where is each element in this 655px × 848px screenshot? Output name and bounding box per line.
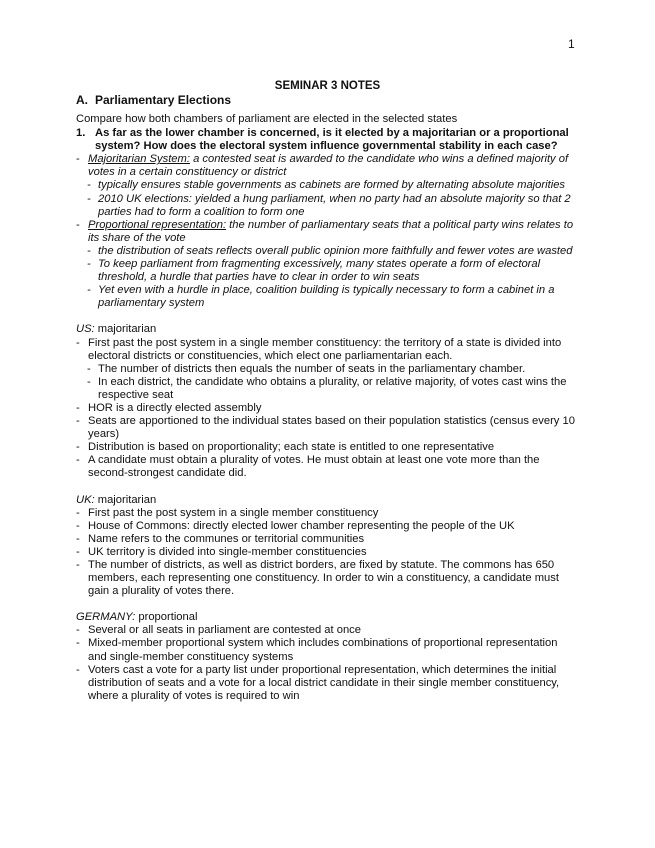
sub-item-text: the distribution of seats reflects overall public opinion more faithfully and fewer votes are wasted bbox=[98, 244, 573, 257]
item-text: First past the post system in a single member constituency: the territory of a state is divided into electoral districts or constituencies, which elect one parliamentarian each. bbox=[88, 336, 562, 362]
list-item bbox=[76, 337, 579, 363]
dash-bullet: - bbox=[76, 401, 80, 414]
dash-bullet: - bbox=[76, 532, 80, 545]
list-item bbox=[76, 454, 579, 480]
item-text: A candidate must obtain a plurality of votes. He must obtain at least one vote more than the second-strongest candidate did. bbox=[88, 454, 540, 480]
list-item bbox=[76, 415, 579, 441]
sub-item-text: Yet even with a hurdle in place, coalition building is typically necessary to form a cabinet in a parliamentary system bbox=[98, 284, 555, 310]
list-item bbox=[76, 441, 579, 454]
item-text: First past the post system in a single member constituency bbox=[88, 506, 379, 519]
definition-text: a contested seat is awarded to the candidate who wins a defined majority of votes in a certain constituency or district bbox=[88, 153, 569, 179]
sub-list-item bbox=[87, 363, 579, 376]
definition-term: Majoritarian System: bbox=[88, 153, 190, 166]
country-name: GERMANY: bbox=[76, 611, 136, 624]
dash-bullet: - bbox=[76, 336, 80, 349]
list-item bbox=[76, 533, 579, 546]
page-number: 1 bbox=[568, 37, 575, 51]
list-item bbox=[76, 507, 579, 520]
item-text: The number of districts, as well as district borders, are fixed by statute. The commons has 650 members, each representing one constituency. In order to win a constituency, a candidate must gain a plurality of votes there. bbox=[88, 559, 559, 598]
dash-bullet: - bbox=[87, 375, 91, 388]
dash-bullet: - bbox=[76, 624, 80, 637]
dash-bullet: - bbox=[76, 506, 80, 519]
section-title: Parliamentary Elections bbox=[95, 93, 232, 107]
sub-list-item bbox=[87, 245, 579, 258]
item-text: Seats are apportioned to the individual states based on their population statistics (census every 10 years) bbox=[88, 415, 575, 441]
sub-list-item bbox=[87, 376, 579, 402]
list-item bbox=[76, 219, 579, 245]
list-item bbox=[76, 402, 579, 415]
dash-bullet: - bbox=[76, 218, 80, 231]
sub-item-text: In each district, the candidate who obtains a plurality, or relative majority, of votes cast wins the respective seat bbox=[98, 375, 567, 401]
dash-bullet: - bbox=[76, 637, 80, 650]
country-heading bbox=[76, 323, 579, 336]
list-item bbox=[76, 624, 579, 637]
dash-bullet: - bbox=[76, 153, 80, 166]
country-name: US: bbox=[76, 323, 95, 336]
intro-text: Compare how both chambers of parliament are elected in the selected states bbox=[76, 113, 458, 125]
dash-bullet: - bbox=[87, 244, 91, 257]
dash-bullet: - bbox=[87, 179, 91, 192]
dash-bullet: - bbox=[87, 362, 91, 375]
question bbox=[76, 127, 579, 153]
country-heading bbox=[76, 494, 579, 507]
question-text: As far as the lower chamber is concerned, is it elected by a majoritarian or a proportional system? How does the electoral system influence governmental stability in each case? bbox=[95, 127, 569, 153]
dash-bullet: - bbox=[76, 545, 80, 558]
dash-bullet: - bbox=[87, 258, 91, 271]
list-item bbox=[76, 559, 579, 598]
dash-bullet: - bbox=[87, 192, 91, 205]
question-number: 1. bbox=[76, 127, 86, 140]
dash-bullet: - bbox=[76, 559, 80, 571]
definition-text: the number of parliamentary seats that a political party wins relates to its share of the vote bbox=[88, 218, 574, 244]
sub-list-item bbox=[87, 193, 579, 219]
sub-list-item bbox=[87, 179, 579, 192]
document-title: SEMINAR 3 NOTES bbox=[274, 80, 381, 92]
sub-list-item bbox=[87, 258, 579, 284]
item-text: House of Commons: directly elected lower chamber representing the people of the UK bbox=[88, 519, 515, 532]
item-text: HOR is a directly elected assembly bbox=[88, 401, 262, 414]
sub-item-text: typically ensures stable governments as cabinets are formed by alternating absolute majorities bbox=[98, 179, 566, 192]
item-text: Mixed-member proportional system which includes combinations of proportional representation and single-member constituency systems bbox=[88, 637, 558, 663]
item-text: Distribution is based on proportionality; each state is entitled to one representative bbox=[88, 441, 495, 454]
country-system: majoritarian bbox=[94, 323, 157, 336]
dash-bullet: - bbox=[76, 415, 80, 428]
item-text: UK territory is divided into single-member constituencies bbox=[88, 545, 367, 558]
item-text: Several or all seats in parliament are contested at once bbox=[88, 624, 362, 637]
list-item bbox=[76, 664, 579, 703]
section-letter: A. bbox=[76, 93, 88, 107]
item-text: Name refers to the communes or territorial communities bbox=[88, 532, 365, 545]
definition-term: Proportional representation: bbox=[88, 218, 227, 231]
country-system: majoritarian bbox=[94, 493, 157, 506]
country-system: proportional bbox=[135, 611, 198, 624]
dash-bullet: - bbox=[76, 454, 80, 467]
dash-bullet: - bbox=[76, 519, 80, 532]
list-item bbox=[76, 153, 579, 179]
sub-list-item bbox=[87, 284, 579, 310]
section-heading bbox=[76, 93, 579, 107]
dash-bullet: - bbox=[76, 441, 80, 454]
list-item bbox=[76, 520, 579, 533]
item-text: Voters cast a vote for a party list under proportional representation, which determines the initial distribution of seats and a vote for a local district candidate in their single member constituency, where a plurality of votes is required to win bbox=[88, 663, 560, 702]
sub-item-text: To keep parliament from fragmenting excessively, many states operate a form of electoral threshold, a hurdle that parties have to clear in order to win seats bbox=[98, 258, 541, 284]
list-item bbox=[76, 637, 579, 663]
sub-item-text: 2010 UK elections: yielded a hung parliament, when no party had an absolute majority so that 2 parties had to form a coalition to form one bbox=[98, 192, 571, 218]
dash-bullet: - bbox=[87, 284, 91, 297]
dash-bullet: - bbox=[76, 663, 80, 676]
country-name: UK: bbox=[76, 493, 95, 506]
sub-item-text: The number of districts then equals the number of seats in the parliamentary chamber. bbox=[98, 362, 526, 375]
list-item bbox=[76, 546, 579, 559]
country-heading bbox=[76, 611, 579, 624]
document-body bbox=[76, 93, 579, 703]
